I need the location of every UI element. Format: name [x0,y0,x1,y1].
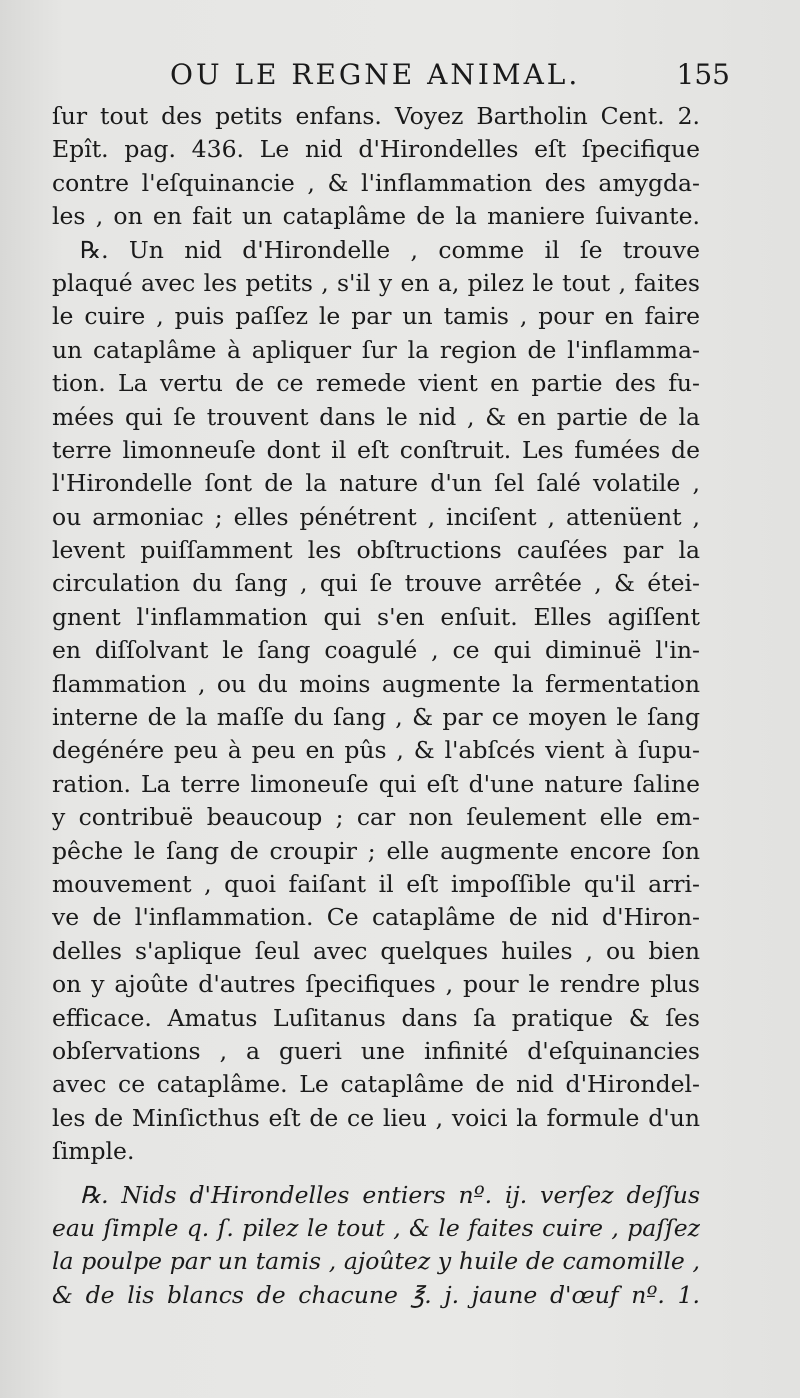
body-text [52,100,700,1312]
text-line: ou armoniac ; elles pénétrent , inciſent , attenüent , [52,502,700,531]
text-line: plaqué avec les petits , s'il y en a, pilez le tout , faites [52,268,700,297]
text-line: le cuire , puis paſſez le par un tamis , pour en faire [52,302,700,331]
recipe-line: la poulpe par un tamis , ajoûtez y huile de camomille , [52,1247,700,1276]
recipe-line: eau ſimple q. ſ. pilez le tout , & le faites cuire , paſſez [52,1213,700,1242]
text-line: efficace. Amatus Luſitanus dans ſa pratique & ſes [52,1003,700,1032]
text-line: degénére peu à peu en pûs , & l'abſcés vient à ſupu- [52,736,700,765]
page-header [170,58,730,98]
text-line: mouvement , quoi faiſant il eſt impoſſible qu'il arri- [52,869,700,898]
text-line: gnent l'inflammation qui s'en enſuit. Elles agiſſent [52,602,700,631]
text-line: terre limonneuſe dont il eſt conſtruit. Les fumées de [52,435,700,464]
text-line: on y ajoûte d'autres ſpecifiques , pour le rendre plus [52,970,700,999]
page-number: 155 [676,58,730,91]
recipe-line: ℞. Nids d'Hirondelles entiers nº. ij. verſez deſſus [80,1180,700,1209]
text-line: les de Minſicthus eſt de ce lieu , voici la formule d'un [52,1103,700,1132]
text-line: ſur tout des petits enfans. Voyez Bartholin Cent. 2. [52,102,700,130]
text-line: l'Hirondelle ſont de la nature d'un ſel ſalé volatile , [52,469,700,498]
recipe-line: & de lis blancs de chacune ℥. j. jaune d'œuf nº. 1. [52,1280,700,1309]
text-line: contre l'eſquinancie , & l'inflammation des amygda- [52,168,700,197]
text-line: circulation du ſang , qui ſe trouve arrêtée , & étei- [52,569,700,598]
text-line: mées qui ſe trouvent dans le nid , & en partie de la [52,402,700,431]
text-line: ve de l'inflammation. Ce cataplâme de nid d'Hiron- [52,903,700,932]
text-line: interne de la maſſe du ſang , & par ce moyen le ſang [52,703,700,732]
recipe-line: ℞. Un nid d'Hirondelle , comme il ſe trouve [80,235,700,264]
text-line: ration. La terre limoneuſe qui eſt d'une nature ſaline [52,769,700,798]
running-head: OU LE REGNE ANIMAL. [170,58,581,91]
text-line: avec ce cataplâme. Le cataplâme de nid d'Hirondel- [52,1070,700,1099]
text-line: les , on en fait un cataplâme de la maniere ſuivante. [52,202,700,231]
text-line: flammation , ou du moins augmente la fermentation [52,669,700,698]
text-line: tion. La vertu de ce remede vient en partie des fu- [52,369,700,398]
text-line: un cataplâme à apliquer ſur la region de l'inflamma- [52,335,700,364]
text-line: levent puiſſamment les obſtructions cauſées par la [52,536,700,565]
text-line: Epît. pag. 436. Le nid d'Hirondelles eſt ſpecifique [52,135,700,164]
text-line: en diſſolvant le ſang coagulé , ce qui diminuë l'in- [52,636,700,665]
text-line: delles s'aplique ſeul avec quelques huiles , ou bien [52,936,700,965]
text-line: ſimple. [52,1137,135,1166]
text-line: pêche le ſang de croupir ; elle augmente encore ſon [52,836,700,865]
text-line: obſervations , a gueri une infinité d'eſquinancies [52,1036,700,1065]
text-line: y contribuë beaucoup ; car non ſeulement elle em- [52,803,700,832]
